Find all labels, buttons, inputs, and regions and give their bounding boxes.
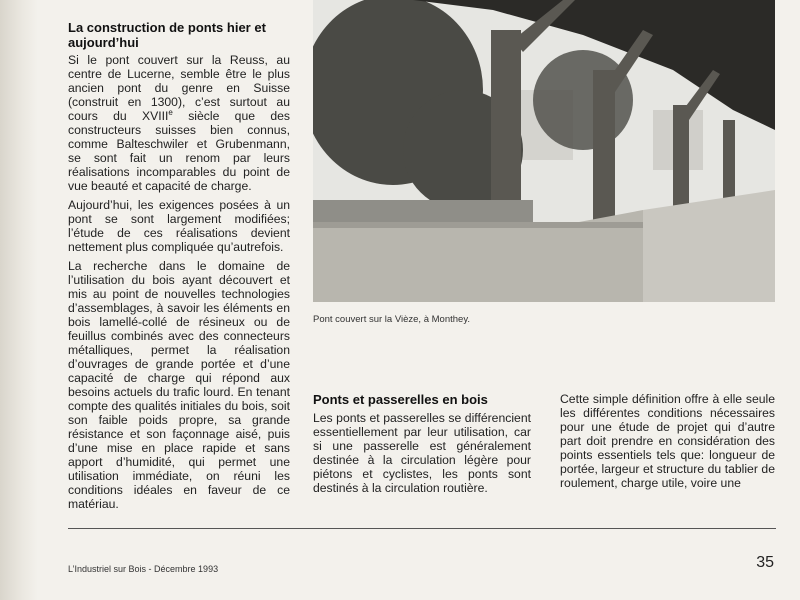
paragraph-history (68, 53, 290, 193)
footer-publication: L’Industriel sur Bois - Décembre 1993 (68, 564, 219, 574)
page-number: 35 (756, 554, 774, 571)
paragraph-history-text: Si le pont couvert sur la Reuss, au centre de Lucerne, semble être le plus ancien pont du genre en Suisse (construit en 1300), c’est surtout au cours du XVIII (68, 53, 290, 123)
paragraph-requirements: Aujourd’hui, les exigences posées à un pont se sont largement modifiées; l’étude de ces réalisations devient nettement plus compliquée qu’autrefois. (68, 198, 290, 254)
section-heading-construction: La construction de ponts hier et aujourd’hui (68, 20, 266, 50)
right-column (560, 392, 775, 495)
footer-rule (68, 528, 776, 529)
bridge-photo-illustration (313, 0, 775, 302)
paragraph-research: La recherche dans le domaine de l’utilisation du bois ayant découvert et mis au point de nouvelles technologies d’assemblages, à savoir les éléments en bois lamellé-collé de résineux ou de feuillus combinés avec des connecteurs métalliques, permet la réalisation d’ouvrages de grande portée et d’une capacité de charge qui répond aux besoins actuels du trafic lourd. En tenant compte des qualités initiales du bois, soit son faible poids propre, sa grande résistance et son façonnage aisé, puis d’une mise en place rapide et sans apport d’humidité, qui permet une utilisation immédiate, on réuni les conditions idéales en faveur de ce matériau. (68, 259, 290, 511)
section-heading-bridges: Ponts et passerelles en bois (313, 392, 488, 407)
photo-caption: Pont couvert sur la Vièze, à Monthey. (313, 314, 471, 325)
page-binding-edge (0, 0, 38, 600)
bridge-photo (313, 0, 775, 302)
middle-column (313, 392, 531, 500)
paragraph-history-text-end: siècle que des constructeurs suisses bien connus, comme Balteschwiler et Grubenmann, se sont fait un renom par leurs réalisations incomparables du point de vue beauté et capacité de charge. (68, 109, 290, 193)
century-superscript: e (168, 107, 173, 117)
left-column (68, 20, 290, 516)
paragraph-definition: Cette simple définition offre à elle seule les différentes conditions nécessaires pour une étude de projet qui d’autre part doit prendre en considération des points essentiels tels que: longueur de portée, largeur et structure du tablier de roulement, charge utile, voire une (560, 392, 775, 490)
paragraph-bridges: Les ponts et passerelles se différencient essentiellement par leur utilisation, car si une passerelle est généralement destinée à la circulation légère pour piétons et cyclistes, les ponts sont destinés à la circulation routière. (313, 411, 531, 495)
